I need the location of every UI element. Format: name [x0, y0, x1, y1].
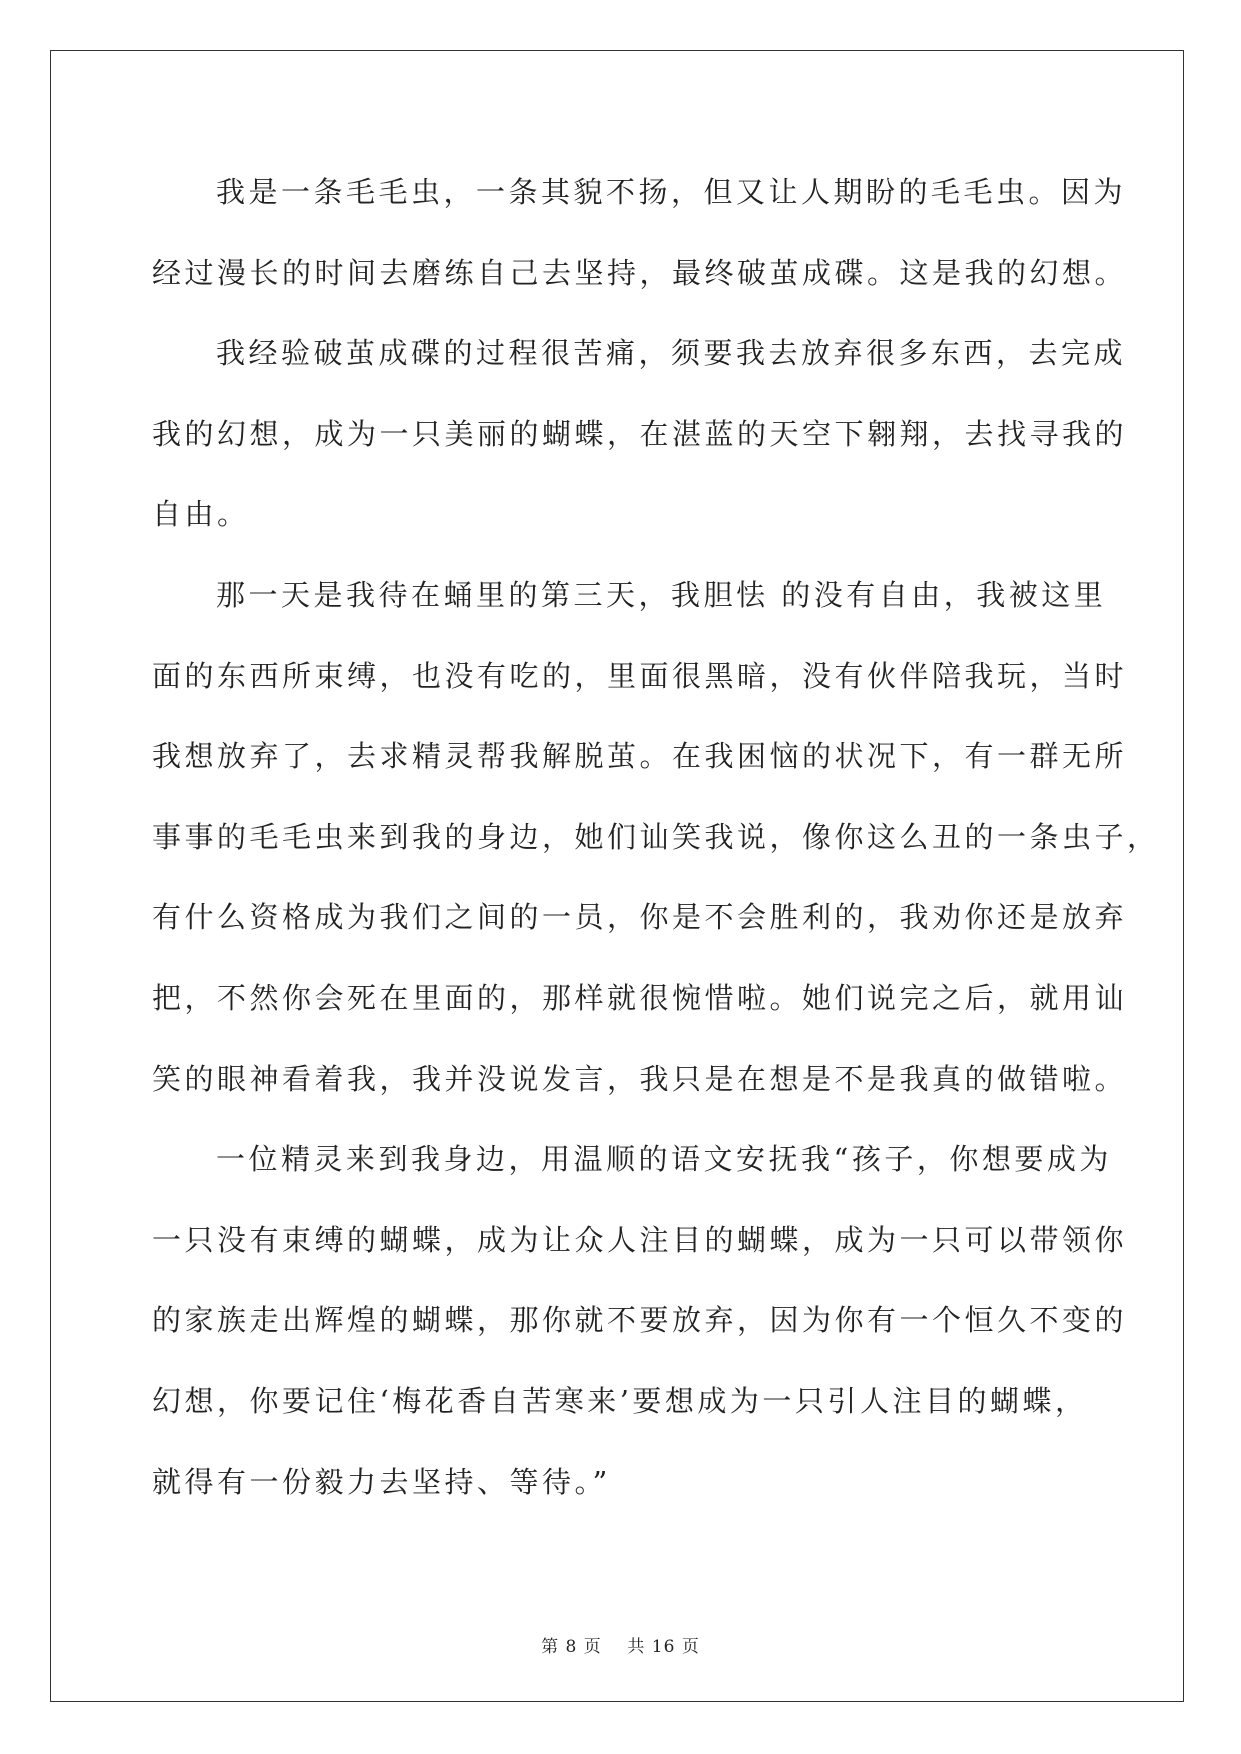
- text-line: 一位精灵来到我身边，用温顺的语文安抚我“孩子，你想要成为: [216, 1142, 1112, 1177]
- text-line: 我的幻想，成为一只美丽的蝴蝶，在湛蓝的天空下翱翔，去找寻我的: [152, 416, 1128, 451]
- text-line: 的家族走出辉煌的蝴蝶，那你就不要放弃，因为你有一个恒久不变的: [152, 1303, 1128, 1338]
- text-line: 那一天是我待在蛹里的第三天，我胆怯 的没有自由，我被这里: [216, 577, 1107, 612]
- text-line: 面的东西所束缚，也没有吃的，里面很黑暗，没有伙伴陪我玩，当时: [152, 658, 1128, 693]
- document-body: [152, 152, 1160, 1522]
- text-line: 有什么资格成为我们之间的一员，你是不会胜利的，我劝你还是放弃: [152, 900, 1128, 935]
- text-line: 我想放弃了，去求精灵帮我解脱茧。在我困恼的状况下，有一群无所: [152, 739, 1128, 774]
- text-line: 笑的眼神看着我，我并没说发言，我只是在想是不是我真的做错啦。: [152, 1061, 1128, 1096]
- text-line: 就得有一份毅力去坚持、等待。”: [152, 1464, 611, 1499]
- text-line: 幻想，你要记住‘梅花香自苦寒来’要想成为一只引人注目的蝴蝶，: [152, 1383, 1088, 1418]
- text-line: 我经验破茧成碟的过程很苦痛，须要我去放弃很多东西，去完成: [216, 336, 1127, 371]
- text-line: 经过漫长的时间去磨练自己去坚持，最终破茧成碟。这是我的幻想。: [152, 255, 1128, 290]
- text-line: 一只没有束缚的蝴蝶，成为让众人注目的蝴蝶，成为一只可以带领你: [152, 1222, 1128, 1257]
- page-number: 第 8 页 共 16 页: [541, 1637, 700, 1657]
- text-line: 我是一条毛毛虫，一条其貌不扬，但又让人期盼的毛毛虫。因为: [216, 175, 1127, 209]
- text-line: 把，不然你会死在里面的，那样就很惋惜啦。她们说完之后，就用讪: [152, 980, 1128, 1015]
- text-line: 自由。: [152, 497, 250, 532]
- text-line: 事事的毛毛虫来到我的身边，她们讪笑我说，像你这么丑的一条虫子，: [152, 819, 1160, 854]
